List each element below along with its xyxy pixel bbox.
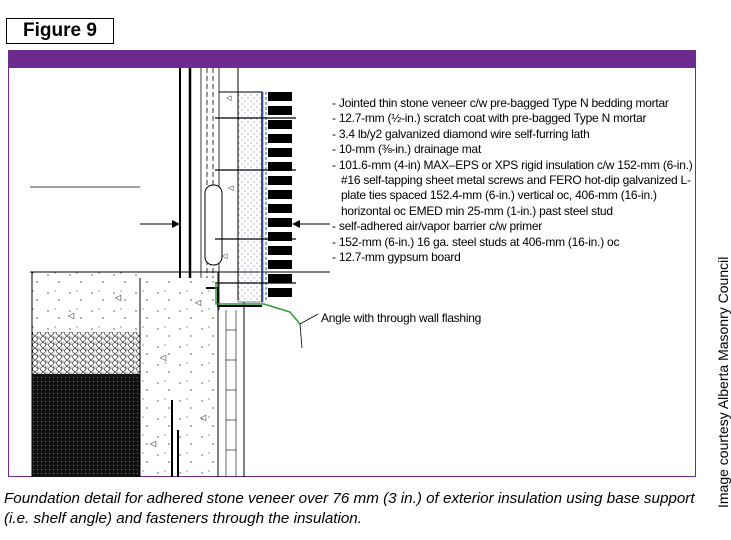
svg-text:◁: ◁: [222, 253, 228, 260]
material-notes: [331, 96, 696, 265]
note-item: - self-adhered air/vapor barrier c/w primer: [332, 219, 542, 234]
angle-flashing-note: Angle with through wall flashing: [321, 311, 482, 325]
lower-wall: [218, 302, 244, 477]
note-item: - Jointed thin stone veneer c/w pre-bagged Type N bedding mortar: [332, 96, 669, 110]
note-item: - 10-mm (⅜-in.) drainage mat: [332, 142, 482, 157]
svg-text:◁: ◁: [200, 413, 207, 422]
svg-text:◁: ◁: [150, 439, 157, 448]
note-item: - 152-mm (6-in.) 16 ga. steel studs at 406-mm (16-in.) oc: [332, 234, 620, 249]
rigid-insulation: [238, 92, 266, 302]
svg-text:◁: ◁: [68, 311, 75, 320]
note-item: - 3.4 lb/y2 galvanized diamond wire self-furring lath: [332, 126, 590, 141]
dimension-arrows: [140, 220, 330, 228]
steel-studs: [268, 92, 292, 297]
stone-veneer: [180, 68, 238, 310]
note-item: - 12.7-mm gypsum board: [332, 250, 461, 265]
svg-text:◁: ◁: [160, 353, 167, 362]
figure-caption: Foundation detail for adhered stone veneer over 76 mm (3 in.) of exterior insulation using base support (i.e. shelf angle) and fasteners through the insulation.: [4, 490, 695, 527]
figure-label: Figure 9: [6, 18, 114, 44]
svg-text:◁: ◁: [226, 95, 232, 102]
note-item: - 12.7-mm (½-in.) scratch coat with pre-bagged Type N mortar: [332, 111, 647, 126]
note-item: - 101.6-mm (4-in) MAX–EPS or XPS rigid insulation c/w 152-mm (6-in.) #16 self-tapping sheet metal screws and FERO hot-dip galvanized L-plate ties spaced 152.4-mm (6-in.) vertical oc, 406-mm (16-in.) horizontal oc EMED min 25-mm (1-in.) past steel stud: [332, 157, 693, 218]
svg-text:◁: ◁: [228, 185, 234, 192]
wall-top: [30, 92, 262, 187]
image-credit: Image courtesy Alberta Masonry Council: [715, 256, 731, 508]
ground-slab: [30, 272, 330, 478]
svg-text:◁: ◁: [195, 298, 202, 307]
svg-text:◁: ◁: [115, 293, 122, 302]
